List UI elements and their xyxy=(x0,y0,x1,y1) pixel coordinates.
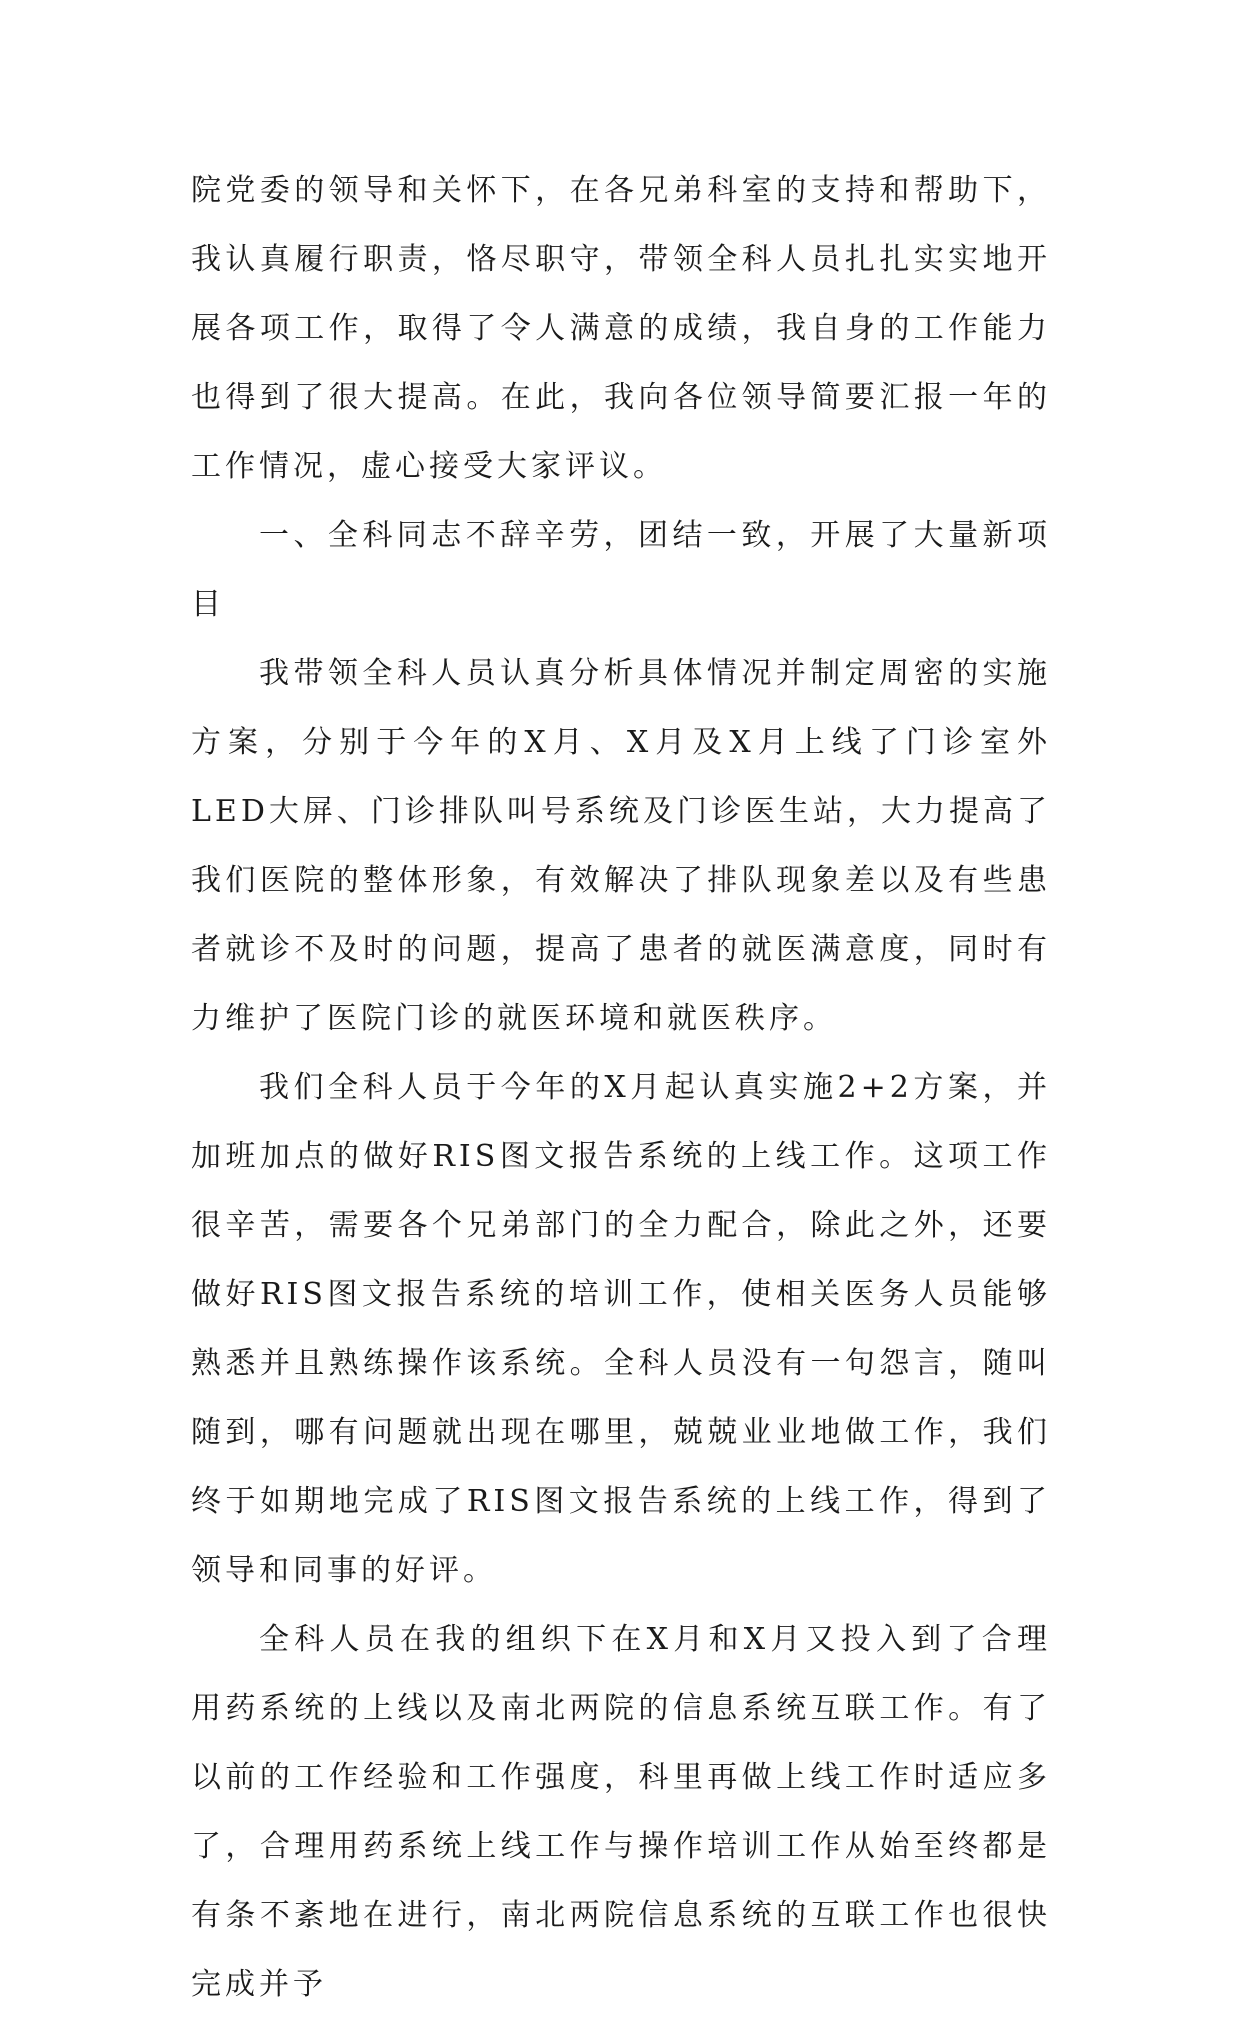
paragraph-projects: 我带领全科人员认真分析具体情况并制定周密的实施方案，分别于今年的X月、X月及X月上线了门诊室外LED大屏、门诊排队叫号系统及门诊医生站，大力提高了我们医院的整体形象，有效解决了排队现象差以及有些患者就诊不及时的问题，提高了患者的就医满意度，同时有力维护了医院门诊的就医环境和就医秩序。 xyxy=(191,656,1051,1036)
paragraph-intro: 院党委的领导和关怀下，在各兄弟科室的支持和帮助下，我认真履行职责，恪尽职守，带领全科人员扎扎实实地开展各项工作，取得了令人满意的成绩，我自身的工作能力也得到了很大提高。在此，我向各位领导简要汇报一年的工作情况，虚心接受大家评议。 xyxy=(191,173,1051,484)
section-heading: 一、全科同志不辞辛劳，团结一致，开展了大量新项目 xyxy=(191,518,1051,622)
document-body xyxy=(191,156,1051,2019)
paragraph-drug-system: 全科人员在我的组织下在X月和X月又投入到了合理用药系统的上线以及南北两院的信息系统互联工作。有了以前的工作经验和工作强度，科里再做上线工作时适应多了，合理用药系统上线工作与操作培训工作从始至终都是有条不紊地在进行，南北两院信息系统的互联工作也很快完成并予 xyxy=(191,1622,1051,2002)
paragraph-ris: 我们全科人员于今年的X月起认真实施2+2方案，并加班加点的做好RIS图文报告系统的上线工作。这项工作很辛苦，需要各个兄弟部门的全力配合，除此之外，还要做好RIS图文报告系统的培训工作，使相关医务人员能够熟悉并且熟练操作该系统。全科人员没有一句怨言，随叫随到，哪有问题就出现在哪里，兢兢业业地做工作，我们终于如期地完成了RIS图文报告系统的上线工作，得到了领导和同事的好评。 xyxy=(191,1070,1051,1588)
